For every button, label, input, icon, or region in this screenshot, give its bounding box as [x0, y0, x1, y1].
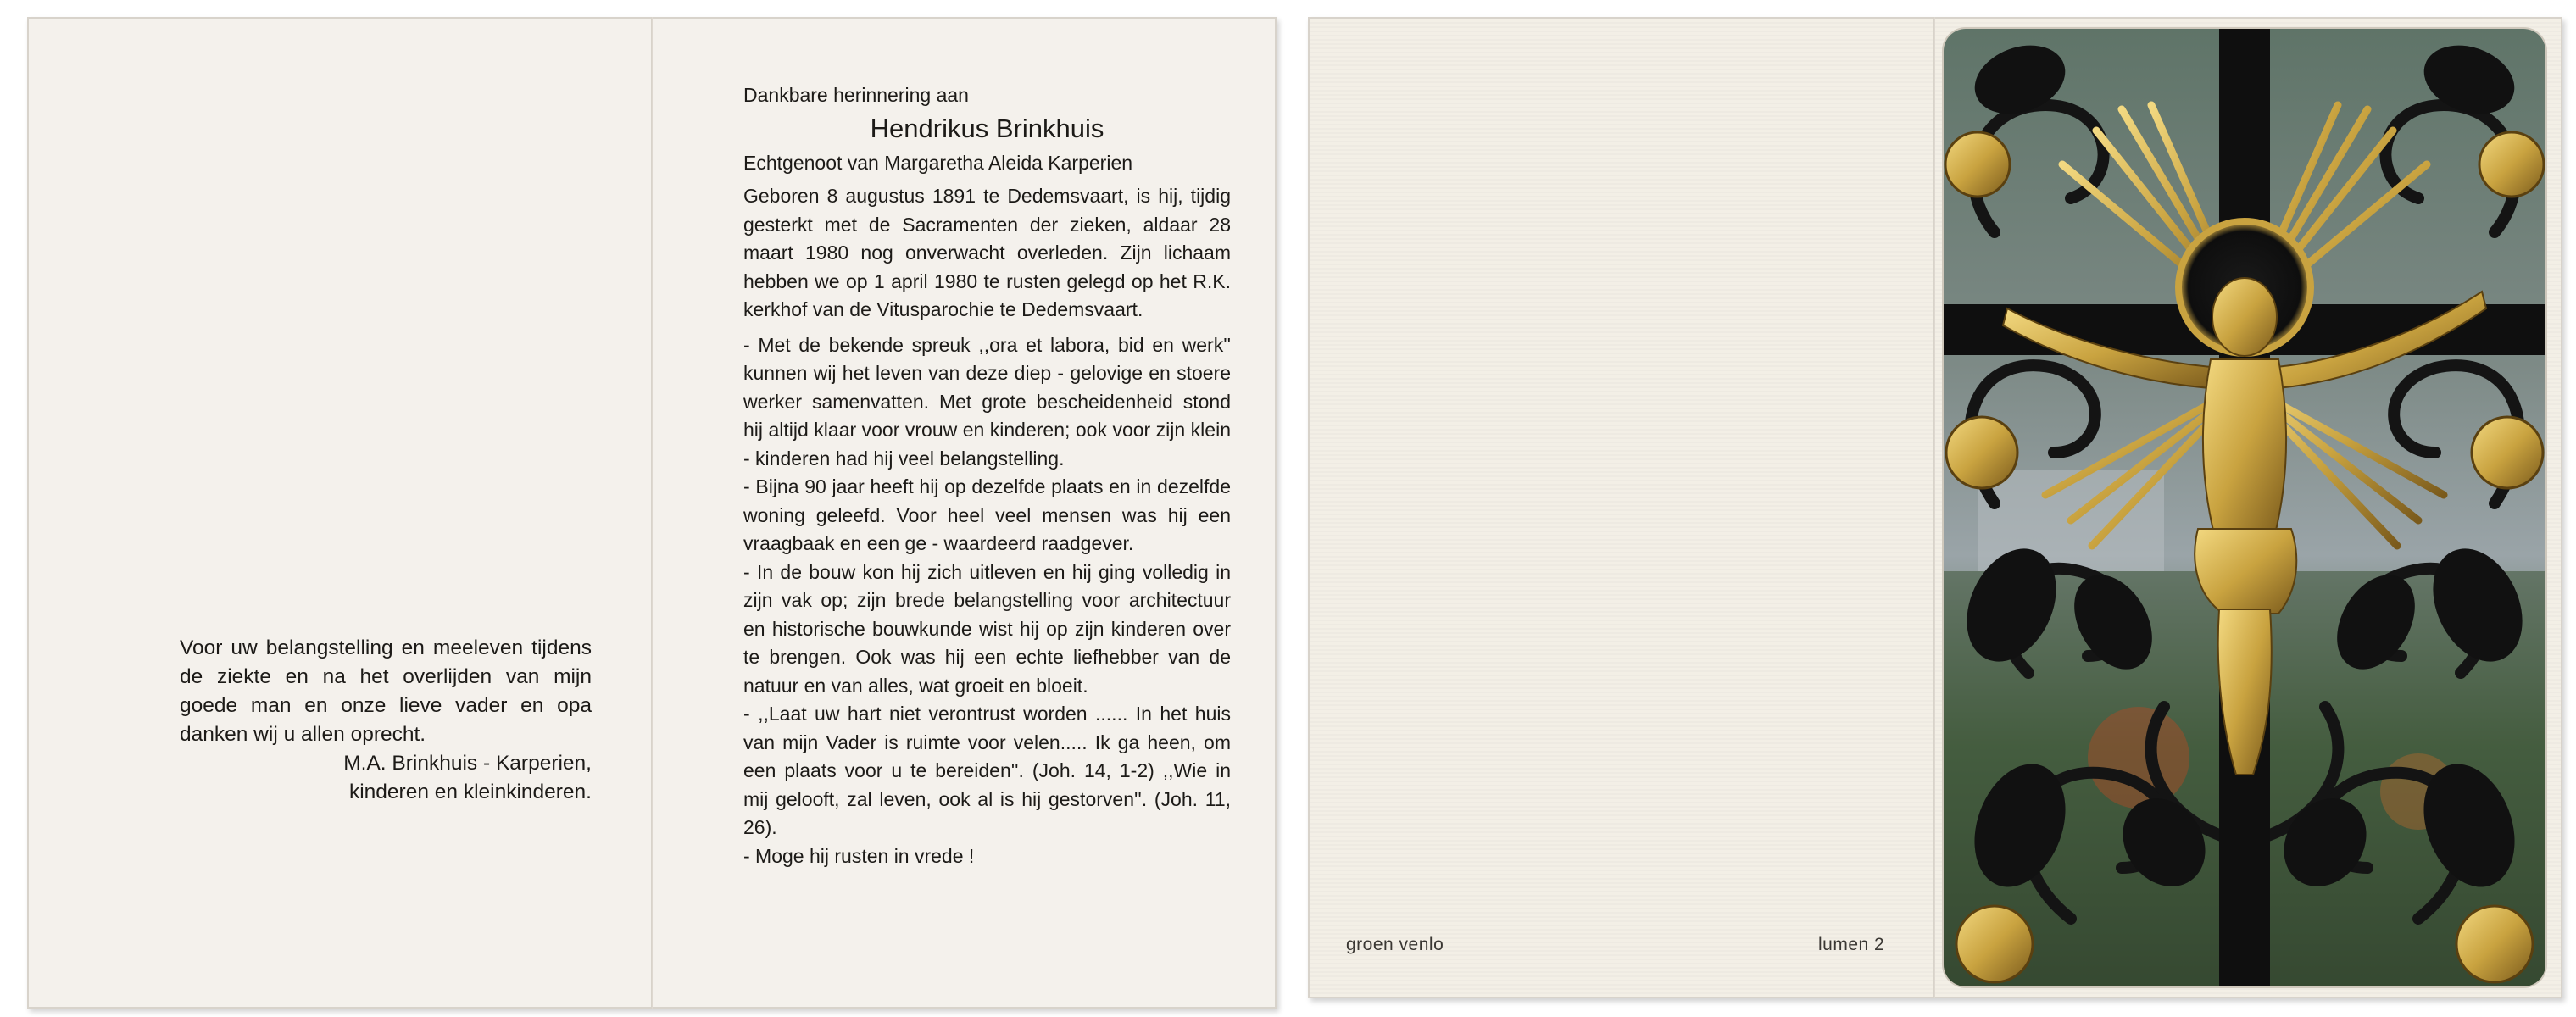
- spouse-line: Echtgenoot van Margaretha Aleida Karperien: [743, 151, 1133, 174]
- card-inside-sheet: [27, 17, 1277, 1009]
- memorial-text: [743, 81, 1231, 870]
- signature-line-2: kinderen en kleinkinderen.: [348, 781, 592, 803]
- fold-line: [1933, 17, 1935, 998]
- publisher-label: groen venlo: [1346, 935, 1444, 954]
- memorial-intro: Dankbare herinnering aan: [743, 84, 969, 106]
- memorial-paragraph-4: - ,,Laat uw hart niet verontrust worden ...... In het huis van mijn Vader is ruimte voor velen..... Ik ga heen, om een plaats voor u te bereiden''. (Joh. 14, 1-2) ,,Wie in mij gelooft, zal leven, ook al is hij gestorven''. (Joh. 11, 26).: [743, 703, 1231, 838]
- series-label: lumen 2: [1818, 935, 1885, 954]
- birth-death-paragraph: Geboren 8 augustus 1891 te Dedemsvaart, is hij, tijdig gesterkt met de Sacramenten der zieken, aldaar 28 maart 1980 nog onverwacht overleden. Zijn lichaam hebben we op 1 april 1980 te rusten gelegd op het R.K. kerkhof van de Vitusparochie te Dedemsvaart.: [743, 185, 1231, 320]
- memorial-paragraph-3: - In de bouw kon hij zich uitleven en hij ging volledig in zijn vak op; zijn brede belangstelling voor architectuur en historische bouwkunde wist hij op zijn kinderen over te brengen. Ook was hij een echte liefhebber van de natuur en van alles, wat groeit en bloeit.: [743, 560, 1231, 697]
- deceased-name: Hendrikus Brinkhuis: [870, 113, 1104, 143]
- signature-line-1: M.A. Brinkhuis - Karperien,: [343, 752, 592, 775]
- crucifix-photo: [1944, 29, 2545, 986]
- memorial-paragraph-2: - Bijna 90 jaar heeft hij op dezelfde plaats en in dezelfde woning geleefd. Voor heel veel mensen was hij een vraagbaak en een ge - waardeerd raadgever.: [743, 475, 1231, 554]
- thanks-text: Voor uw belangstelling en meeleven tijdens de ziekte en na het overlijden van mijn goede man en onze lieve vader en opa danken wij u allen oprecht.: [180, 636, 592, 746]
- thanks-block: [180, 634, 592, 807]
- crucifix-illustration: [1944, 29, 2545, 986]
- memorial-paragraph-5: - Moge hij rusten in vrede !: [743, 844, 975, 867]
- fold-line: [651, 17, 653, 1009]
- card-outside-sheet: [1308, 17, 2562, 998]
- memorial-paragraph-1: - Met de bekende spreuk ,,ora et labora, bid en werk'' kunnen wij het leven van deze diep - gelovige en stoere werker samenvatten. Met grote bescheidenheid stond hij altijd klaar voor vrouw en kinderen; ook voor zijn klein - kinderen had hij veel belangstelling.: [743, 333, 1231, 470]
